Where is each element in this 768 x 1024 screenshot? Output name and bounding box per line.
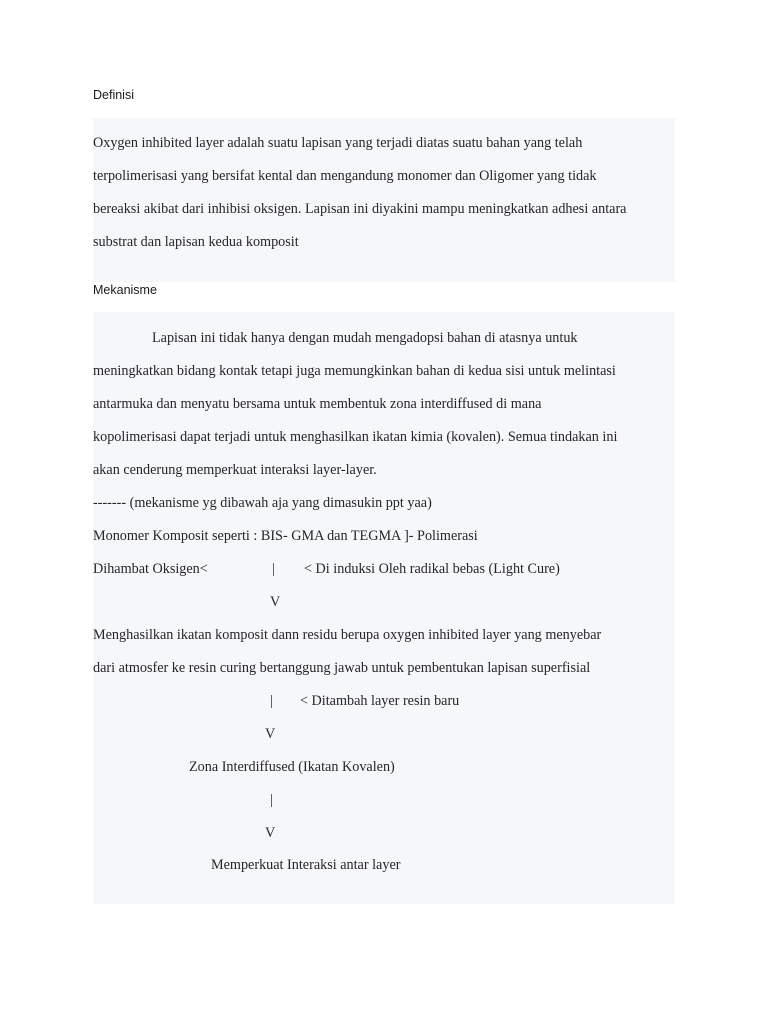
zona-label: Zona Interdiffused (Ikatan Kovalen) — [189, 759, 395, 775]
flow-pipe-1: | — [272, 561, 275, 577]
mekanisme-paragraph-line-4: kopolimerisasi dapat terjadi untuk menghasilkan ikatan kimia (kovalen). Semua tindakan ini — [93, 429, 618, 445]
dihambat-label: Dihambat Oksigen< — [93, 561, 208, 577]
definisi-line-4: substrat dan lapisan kedua komposit — [93, 234, 299, 250]
flow-arrow-2: V — [265, 726, 276, 742]
heading-mekanisme: Mekanisme — [93, 283, 157, 297]
flow-arrow-3: V — [265, 825, 276, 841]
flow-arrow-1: V — [270, 594, 281, 610]
monomer-line: Monomer Komposit seperti : BIS- GMA dan TEGMA ]- Polimerasi — [93, 528, 478, 544]
note-line: ------- (mekanisme yg dibawah aja yang dimasukin ppt yaa) — [93, 495, 432, 511]
hasil-line-1: Menghasilkan ikatan komposit dann residu berupa oxygen inhibited layer yang menyebar — [93, 627, 602, 643]
hasil-line-2: dari atmosfer ke resin curing bertanggung jawab untuk pembentukan lapisan superfisial — [93, 660, 591, 676]
definisi-line-2: terpolimerisasi yang bersifat kental dan mengandung monomer dan Oligomer yang tidak — [93, 168, 597, 184]
ditambah-label: < Ditambah layer resin baru — [300, 693, 460, 709]
mekanisme-paragraph-line-1: Lapisan ini tidak hanya dengan mudah mengadopsi bahan di atasnya untuk — [152, 330, 578, 346]
flow-pipe-2: | — [270, 693, 273, 709]
flow-pipe-3: | — [270, 792, 273, 808]
definisi-line-3: bereaksi akibat dari inhibisi oksigen. Lapisan ini diyakini mampu meningkatkan adhesi antara — [93, 201, 627, 217]
mekanisme-paragraph-line-5: akan cenderung memperkuat interaksi layer-layer. — [93, 462, 377, 478]
mekanisme-paragraph-line-3: antarmuka dan menyatu bersama untuk membentuk zona interdiffused di mana — [93, 396, 542, 412]
memperkuat-label: Memperkuat Interaksi antar layer — [211, 857, 401, 873]
induksi-label: < Di induksi Oleh radikal bebas (Light Cure) — [304, 561, 560, 577]
heading-definisi: Definisi — [93, 88, 134, 102]
mekanisme-paragraph-line-2: meningkatkan bidang kontak tetapi juga memungkinkan bahan di kedua sisi untuk melintasi — [93, 363, 616, 379]
definisi-line-1: Oxygen inhibited layer adalah suatu lapisan yang terjadi diatas suatu bahan yang telah — [93, 135, 583, 151]
